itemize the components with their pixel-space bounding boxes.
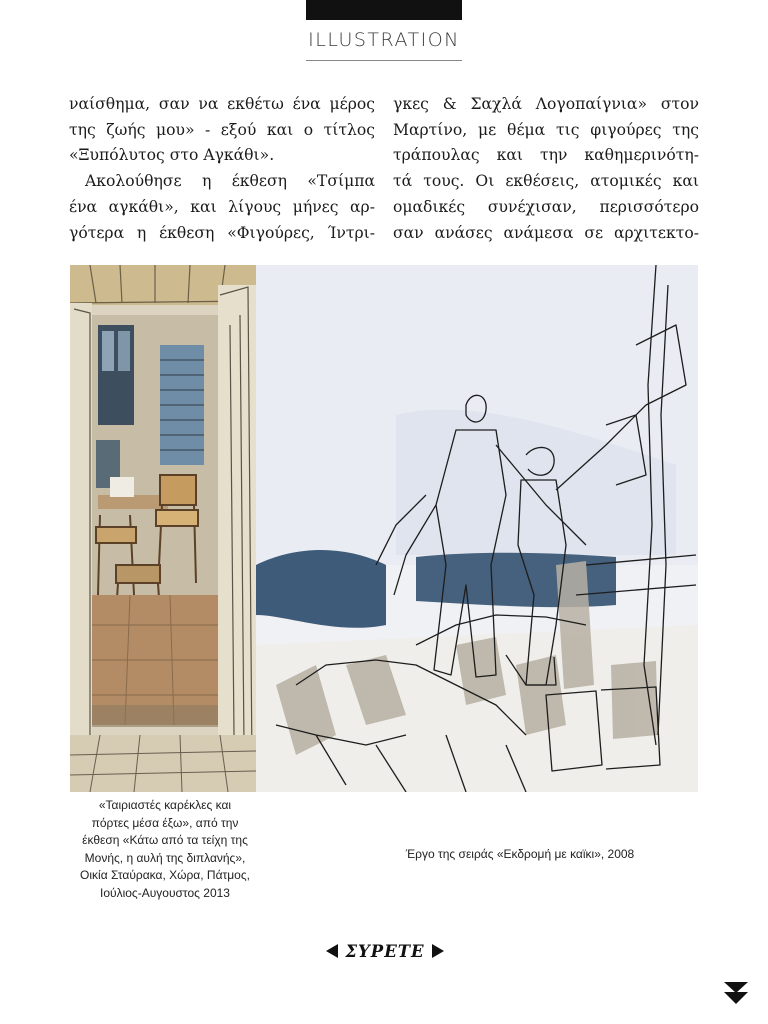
caption-line: «Ταιριαστές καρέκλες και xyxy=(98,798,232,812)
text-line: «Ξυπόλυτος στο Αγκάθι». xyxy=(69,146,275,165)
header-bar xyxy=(306,0,462,20)
text-line: σαν ανάσες ανάμεσα σε αρχιτεκτο- xyxy=(393,223,699,242)
text-line: γκες & Σαχλά Λογοπαίγνια» στον xyxy=(393,95,699,113)
text-line: Ακολούθησε η έκθεση «Τσίμπα xyxy=(85,172,375,191)
doorway-chairs-illustration xyxy=(70,265,256,792)
caption-line: Μονής, η αυλή της διπλανής», xyxy=(84,850,246,865)
double-arrow-down-icon[interactable] xyxy=(723,980,749,1006)
caption-line: πόρτες μέσα έξω», από την xyxy=(91,815,239,830)
swipe-label: ΣΥΡΕΤΕ xyxy=(345,941,425,961)
arrow-left-icon[interactable] xyxy=(325,944,339,958)
left-image-caption xyxy=(72,797,258,903)
caption-line: Ιούλιος-Αυγουστος 2013 xyxy=(100,885,230,900)
section-rule xyxy=(306,60,462,61)
caption-line: έκθεση «Κάτω από τα τείχη της xyxy=(82,833,248,848)
article-column-left xyxy=(69,92,375,246)
text-line: τράπουλας και την καθημερινότη- xyxy=(393,146,699,165)
text-line: ναίσθημα, σαν να εκθέτω ένα μέρος xyxy=(69,95,375,113)
article-column-right xyxy=(393,92,699,246)
arrow-right-icon[interactable] xyxy=(431,944,445,958)
text-line: ένα αγκάθι», και λίγους μήνες αρ- xyxy=(69,197,375,216)
right-image-caption: Έργο της σειράς «Εκδρομή με καϊκι», 2008 xyxy=(405,847,635,861)
section-label: ILLUSTRATION xyxy=(308,29,460,51)
text-line: ομαδικές συνέχισαν, περισσότερο xyxy=(393,197,699,216)
caption-line: Οικία Σταύρακα, Χώρα, Πάτμος, xyxy=(80,868,250,883)
text-line: Μαρτίνο, με θέμα τις φιγούρες της xyxy=(393,120,699,139)
text-line: γότερα η έκθεση «Φιγούρες, Ίντρι- xyxy=(69,223,375,242)
boat-excursion-illustration xyxy=(256,265,698,792)
swipe-control[interactable] xyxy=(320,938,450,964)
text-line: τά τους. Οι εκθέσεις, ατομικές και xyxy=(393,172,699,191)
text-line: της ζωής μου» - εξού και ο τίτλος xyxy=(69,120,375,139)
